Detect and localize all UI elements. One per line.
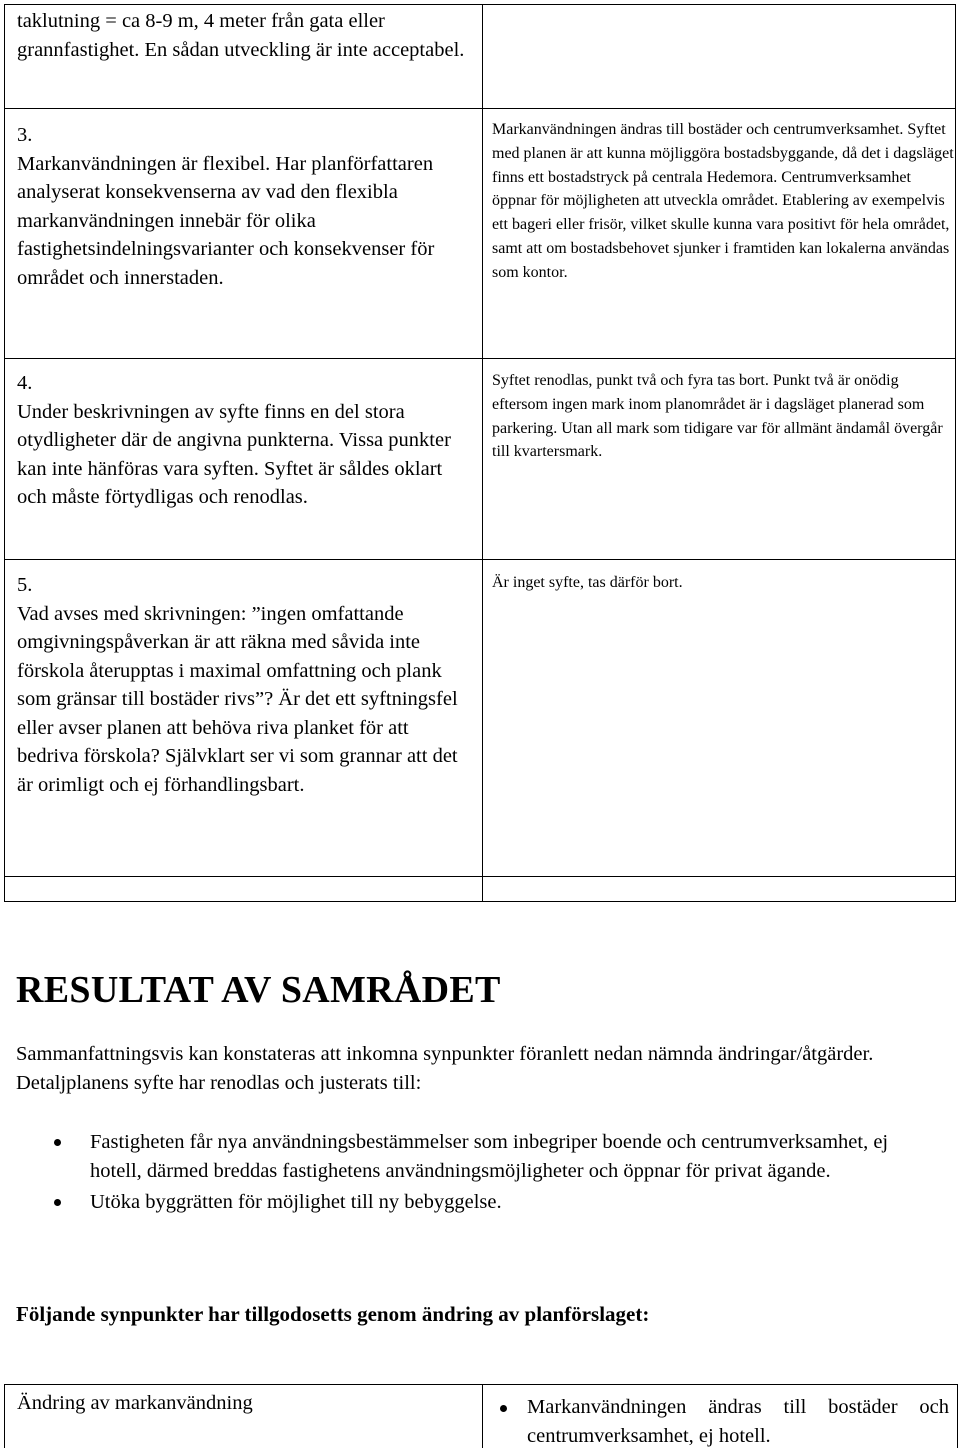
list-item [16,1188,936,1217]
response-text: Är inget syfte, tas därför bort. [492,574,683,591]
table-row-divider [5,108,955,109]
comment-number: 5. [17,574,33,596]
table-row-divider [5,559,955,560]
result-intro: Sammanfattningsvis kan konstateras att inkomna synpunkter föranlett nedan nämnda ändringar/åtgärder. Detaljplanens syfte har renodlas och justerats till: [16,1043,874,1094]
comment-row-1-left [17,7,472,64]
bullet-icon [500,1405,507,1412]
change-description-text: Markanvändningen ändras till bostäder och centrumverksamhet, ej hotell. [527,1396,949,1447]
list-item [16,1128,936,1185]
change-description-cell [491,1393,949,1450]
comment-row-3-right [492,369,954,464]
table-row-divider [5,358,955,359]
section-subheading: Följande synpunkter har tillgodosetts genom ändring av planförslaget: [16,1302,650,1326]
change-type-cell: Ändring av markanvändning [17,1392,253,1414]
comment-row-4-left [17,571,472,799]
comments-table [4,4,956,902]
bullet-icon [54,1139,61,1146]
table-column-divider [482,1385,483,1448]
comment-row-2-right [492,118,954,285]
response-text: Markanvändningen ändras till bostäder och centrumverksamhet. Syftet med planen är att kunna möjliggöra bostadsbyggande, då det i dagsläget finns ett bostadstryck på centrala Hedemora. Centrumverksamhet öppnar för möjligheten att utveckla området. Etablering av exempelvis ett bageri eller frisör, vilket skulle kunna vara positivt för hela området, samt att om bostadsbehovet sjunker i framtiden kan lokalerna användas som kontor. [492,121,954,281]
comment-text: Vad avses med skrivningen: ”ingen omfattande omgivningspåverkan är att räkna med såvida inte förskola återupptas i maximal omfattning och plank som gränsar till bostäder rivs”? Är det ett syftningsfel eller avser planen att behöva riva planket för att bedriva förskola? Självklart ser vi som grannar att det är orimligt och ej förhandlingsbart. [17,602,458,796]
comment-text: taklutning = ca 8-9 m, 4 meter från gata eller grannfastighet. En sådan utveckling är inte acceptabel. [17,10,465,61]
comment-row-2-left [17,121,472,292]
table-column-divider [482,5,483,901]
result-bullet-list [16,1128,936,1220]
comment-text: Under beskrivningen av syfte finns en del stora otydligheter där de angivna punkterna. Vissa punkter kan inte hänföras vara syften. Syftet är såldes oklart och måste förtydligas och renodlas. [17,400,451,508]
change-table [4,1384,958,1448]
comment-number: 4. [17,372,33,394]
comment-text: Markanvändningen är flexibel. Har planförfattaren analyserat konsekvenserna av vad den flexibla markanvändningen innebär för olika fastighetsindelningsvarianter och konsekvenser för området och innerstaden. [17,152,435,289]
bullet-icon [54,1199,61,1206]
list-item-text: Fastigheten får nya användningsbestämmelser som inbegriper boende och centrumverksamhet, ej hotell, därmed breddas fastighetens användningsmöjligheter och öppnar för privat ägande. [90,1131,889,1182]
comment-row-3-left [17,369,472,512]
comment-row-4-right [492,571,954,595]
response-text: Syftet renodlas, punkt två och fyra tas bort. Punkt två är onödig eftersom ingen mark inom planområdet är i dagsläget planerad som parkering. Utan all mark som tidigare var för allmänt ändamål övergår till kvartersmark. [492,372,943,461]
section-heading: RESULTAT AV SAMRÅDET [16,969,501,1011]
list-item-text: Utöka byggrätten för möjlighet till ny bebyggelse. [90,1191,502,1213]
table-row-divider [5,876,955,877]
comment-number: 3. [17,124,33,146]
